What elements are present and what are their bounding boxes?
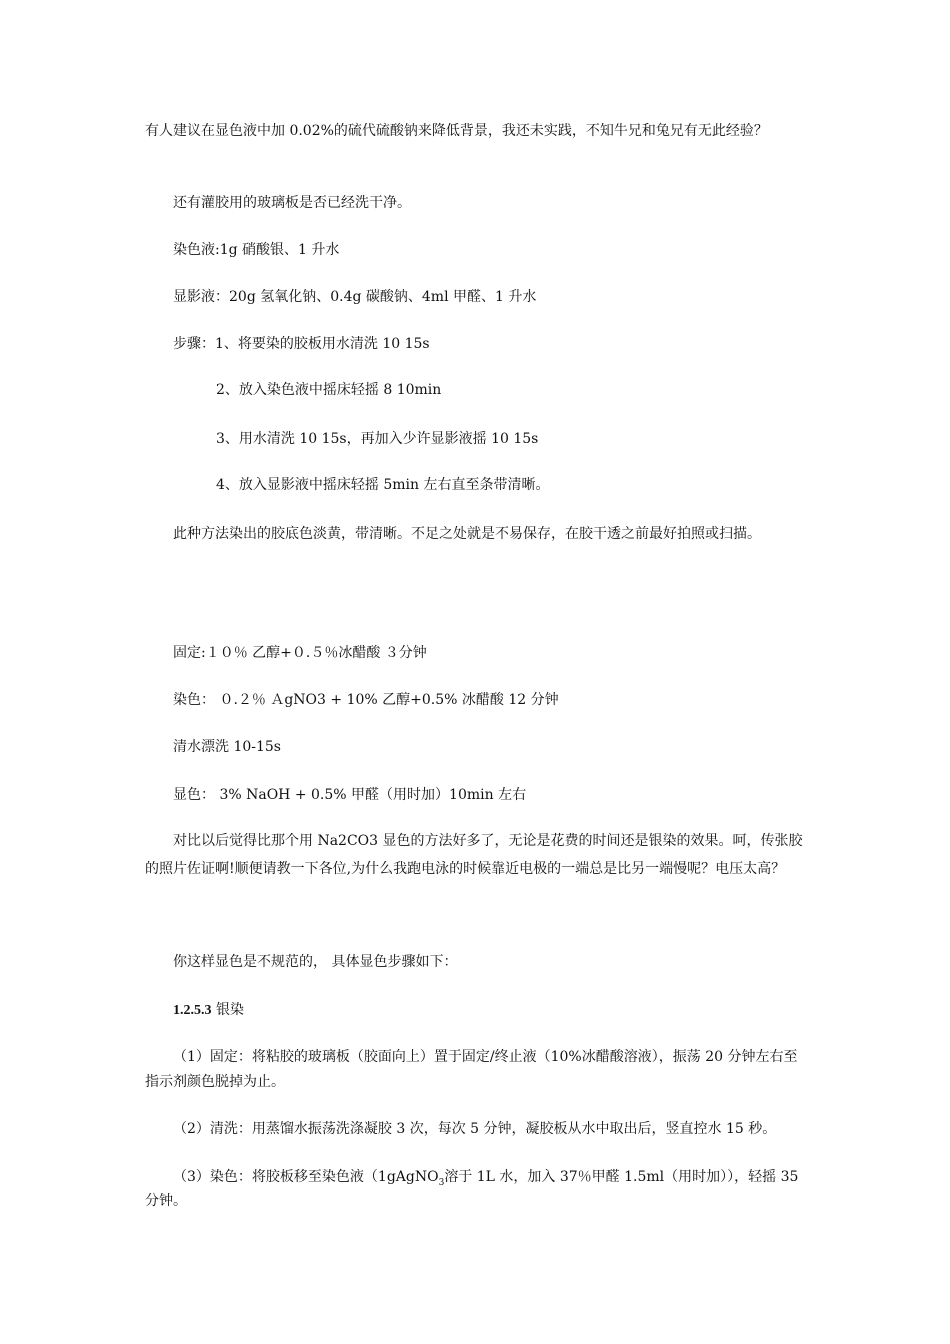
- stain-step-subscript: 3: [438, 1178, 445, 1188]
- paragraph-fix-step-line-1: （1）固定：将粘胶的玻璃板（胶面向上）置于固定/终止液（10%冰醋酸溶液），振荡 20 分钟左右至: [173, 1049, 798, 1065]
- paragraph-fix: 固定:１０％ 乙醇+０.５％冰醋酸 ３分钟: [173, 645, 427, 661]
- paragraph-step-4: 4、放入显影液中摇床轻摇 5min 左右直至条带清晰。: [216, 477, 550, 493]
- paragraph-rinse: 清水漂洗 10-15s: [173, 739, 281, 755]
- paragraph-comparison-line-2: 的照片佐证啊!顺便请教一下各位,为什么我跑电泳的时候靠近电极的一端总是比另一端慢呢？电压太高？: [145, 861, 786, 877]
- paragraph-stain-step-line-2: 分钟。: [145, 1193, 187, 1209]
- stain-step-text-pre: （3）染色：将胶板移至染色液（1gAgNO: [173, 1169, 439, 1185]
- paragraph-step-3: 3、用水清洗 10 15s，再加入少许显影液摇 10 15s: [216, 431, 539, 447]
- paragraph-developer: 显影液：20g 氢氧化钠、0.4g 碳酸钠、4ml 甲醛、1 升水: [173, 289, 537, 305]
- paragraph-result: 此种方法染出的胶底色淡黄，带清晰。不足之处就是不易保存，在胶干透之前最好拍照或扫描。: [173, 526, 761, 542]
- stain-step-text-post: 溶于 1L 水，加入 37％甲醛 1.5ml（用时加）），轻摇 35: [444, 1169, 799, 1185]
- paragraph-suggestion: 有人建议在显色液中加 0.02%的硫代硫酸钠来降低背景，我还未实践，不知牛兄和兔兄有无此经验？: [145, 123, 768, 139]
- paragraph-develop: 显色： 3% NaOH + 0.5% 甲醛（用时加）10min 左右: [173, 787, 527, 803]
- section-heading-text: 银染: [215, 1002, 244, 1018]
- paragraph-stain-step-line-1: [173, 1168, 798, 1188]
- section-heading: [173, 1001, 244, 1020]
- paragraph-glass-plate: 还有灌胶用的玻璃板是否已经洗干净。: [173, 195, 411, 211]
- paragraph-step-2: 2、放入染色液中摇床轻摇 8 10min: [216, 382, 442, 398]
- paragraph-wash-step: （2）清洗：用蒸馏水振荡洗涤凝胶 3 次，每次 5 分钟，凝胶板从水中取出后，竖直控水 15 秒。: [173, 1121, 777, 1137]
- paragraph-comparison-line-1: 对比以后觉得比那个用 Na2CO3 显色的方法好多了，无论是花费的时间还是银染的效果。呵，传张胶: [173, 833, 803, 849]
- paragraph-reply: 你这样显色是不规范的， 具体显色步骤如下：: [173, 954, 458, 970]
- paragraph-fix-step-line-2: 指示剂颜色脱掉为止。: [145, 1074, 285, 1090]
- section-heading-number: 1.2.5.3: [173, 1003, 212, 1018]
- paragraph-stain: 染色： ０.２％ ＡgNO3 + 10% 乙醇+0.5% 冰醋酸 12 分钟: [173, 692, 559, 708]
- paragraph-stain-solution: 染色液:1g 硝酸银、1 升水: [173, 242, 340, 258]
- paragraph-step-1: 步骤：1、将要染的胶板用水清洗 10 15s: [173, 336, 430, 352]
